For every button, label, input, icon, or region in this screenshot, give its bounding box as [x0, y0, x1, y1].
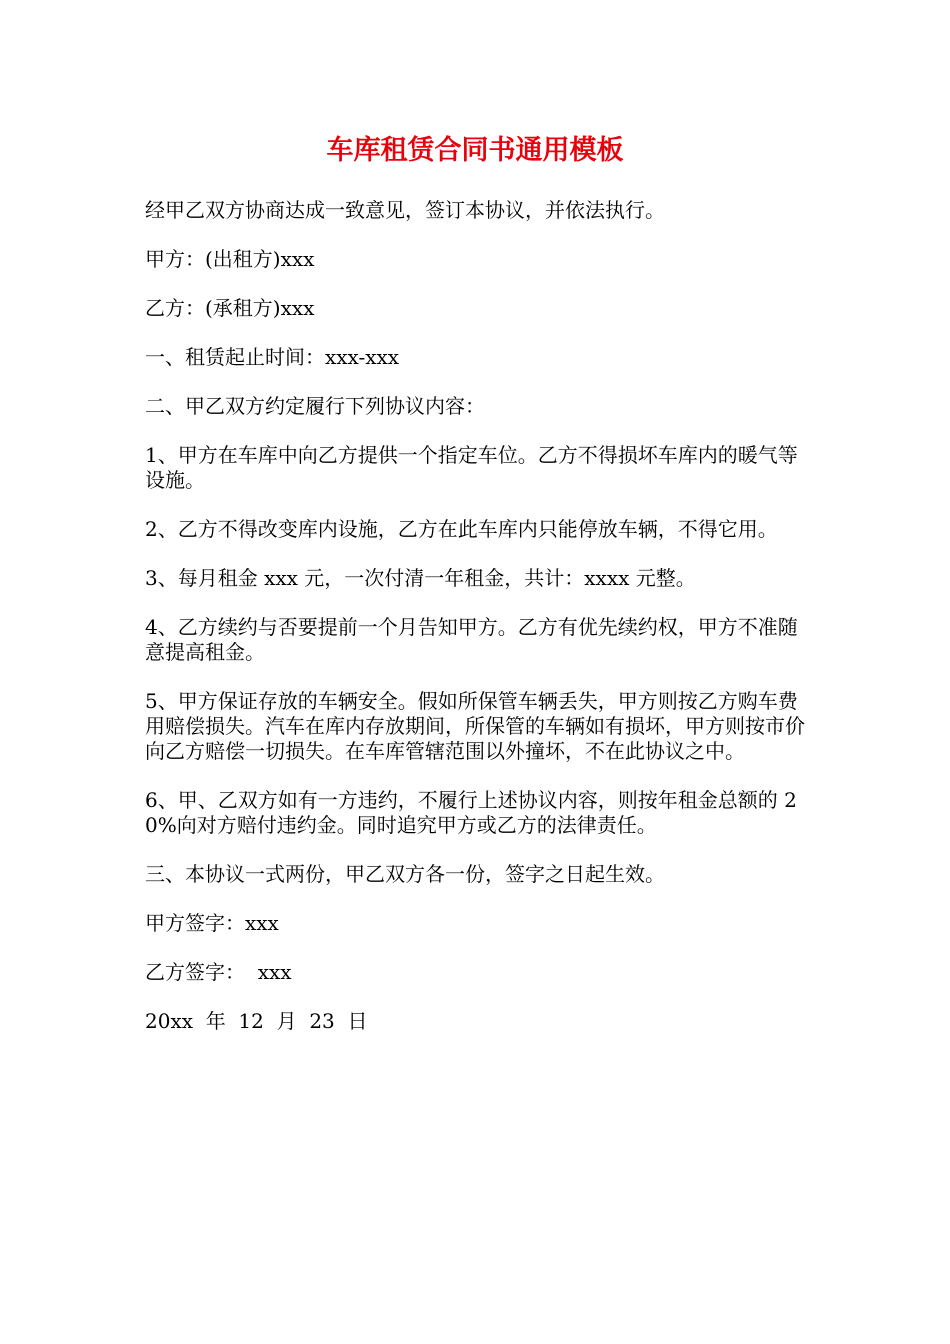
party-a-signature: 甲方签字：xxx [145, 911, 279, 935]
intro-paragraph: 经甲乙双方协商达成一致意见，签订本协议，并依法执行。 [145, 198, 665, 222]
document-body [145, 198, 815, 1034]
clause-4: 4、乙方续约与否要提前一个月告知甲方。乙方有优先续约权，甲方不准随意提高租金。 [145, 615, 798, 664]
document-title: 车库租赁合同书通用模板 [326, 135, 624, 166]
clause-6: 6、甲、乙双方如有一方违约，不履行上述协议内容，则按年租金总额的 20%向对方赔付违约金。同时追究甲方或乙方的法律责任。 [145, 788, 797, 837]
section-one-heading: 一、租赁起止时间：xxx-xxx [145, 345, 400, 369]
clause-3: 3、每月租金 xxx 元，一次付清一年租金，共计：xxxx 元整。 [145, 566, 696, 590]
party-b-line: 乙方：(承租方)xxx [145, 296, 315, 320]
clause-5: 5、甲方保证存放的车辆安全。假如所保管车辆丢失，甲方则按乙方购车费用赔偿损失。汽车在库内存放期间，所保管的车辆如有损坏，甲方则按市价向乙方赔偿一切损失。在车库管辖范围以外撞坏，不在此协议之中。 [145, 689, 805, 763]
party-a-line: 甲方：(出租方)xxx [145, 247, 315, 271]
party-b-signature: 乙方签字： xxx [145, 960, 292, 984]
clause-1: 1、甲方在车库中向乙方提供一个指定车位。乙方不得损坏车库内的暖气等设施。 [145, 443, 798, 492]
clause-2: 2、乙方不得改变库内设施，乙方在此车库内只能停放车辆，不得它用。 [145, 517, 778, 541]
signature-date: 20xx 年 12 月 23 日 [145, 1009, 368, 1033]
section-three-heading: 三、本协议一式两份，甲乙双方各一份，签字之日起生效。 [145, 862, 665, 886]
section-two-heading: 二、甲乙双方约定履行下列协议内容： [145, 394, 485, 418]
